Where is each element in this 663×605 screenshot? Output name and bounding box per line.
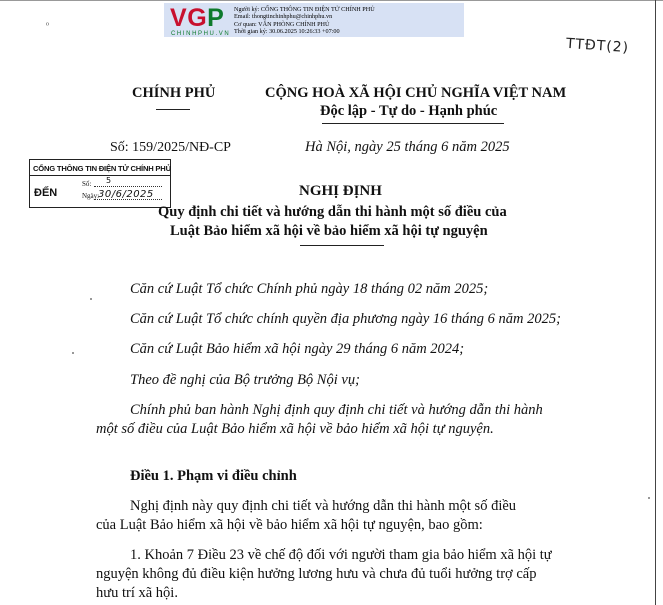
national-motto: Độc lập - Tự do - Hạnh phúc <box>320 103 498 119</box>
article-1-intro-line1: Nghị định này quy định chi tiết và hướng dẫn thi hành một số điều <box>130 498 517 514</box>
received-stamp <box>29 159 171 208</box>
legal-basis-2: Căn cứ Luật Tổ chức chính quyền địa phương ngày 16 tháng 6 năm 2025; <box>130 311 561 327</box>
received-stamp-number-label: Số: <box>82 180 92 188</box>
signature-signer: Người ký: CỔNG THÔNG TIN ĐIỆN TỬ CHÍNH PHỦ <box>234 6 375 13</box>
signature-agency: Cơ quan: VĂN PHÒNG CHÍNH PHỦ <box>234 20 330 28</box>
received-stamp-date-dotline <box>94 199 162 200</box>
legal-basis-3: Căn cứ Luật Bảo hiểm xã hội ngày 29 tháng 6 năm 2024; <box>130 341 465 357</box>
motto-underline <box>322 123 504 124</box>
agency-underline <box>156 109 190 110</box>
received-stamp-divider <box>30 175 170 176</box>
document-subject-line2: Luật Bảo hiểm xã hội về bảo hiểm xã hội tự nguyện <box>170 223 488 239</box>
vgp-logo-subtitle: CHINHPHU.VN <box>171 31 231 37</box>
received-stamp-title: CỔNG THÔNG TIN ĐIỆN TỬ CHÍNH PHỦ <box>33 164 171 173</box>
handwritten-note: TTĐT(2) <box>565 35 630 57</box>
place-and-date: Hà Nội, ngày 25 tháng 6 năm 2025 <box>305 139 510 155</box>
received-stamp-den-label: ĐẾN <box>34 187 58 199</box>
national-title: CỘNG HOÀ XÃ HỘI CHỦ NGHĨA VIỆT NAM <box>265 85 567 101</box>
enactment-line2: một số điều của Luật Bảo hiểm xã hội về bảo hiểm xã hội tự nguyện. <box>96 421 494 437</box>
signature-time: Thời gian ký: 30.06.2025 10:26:33 +07:00 <box>234 28 340 36</box>
enactment-line1: Chính phủ ban hành Nghị định quy định chi tiết và hướng dẫn thi hành <box>130 402 543 418</box>
article-1-item1-line3: hưu trí xã hội. <box>96 585 178 601</box>
article-1-intro-line2: của Luật Bảo hiểm xã hội về bảo hiểm xã hội tự nguyện, bao gồm: <box>96 517 483 533</box>
document-type: NGHỊ ĐỊNH <box>299 183 382 199</box>
scan-speck <box>648 497 650 499</box>
scan-speck <box>72 352 74 354</box>
article-1-item1-line1: 1. Khoản 7 Điều 23 về chế độ đối với người tham gia bảo hiểm xã hội tự <box>130 547 552 563</box>
document-number: Số: 159/2025/NĐ-CP <box>110 140 231 155</box>
signature-email: Email: thongtinchinhphu@chinhphu.vn <box>234 13 333 21</box>
received-stamp-date-label: Ngày: <box>82 192 100 200</box>
received-stamp-number-value: 5 <box>106 176 112 185</box>
page-right-border <box>655 0 656 605</box>
scan-mark: ᵒ <box>46 20 49 31</box>
received-stamp-number-dotline <box>94 186 162 187</box>
document-subject-line1: Quy định chi tiết và hướng dẫn thi hành một số điều của <box>158 204 507 220</box>
page-top-border <box>0 0 663 1</box>
signature-details <box>234 6 375 36</box>
vgp-logo: VGP <box>170 4 225 32</box>
article-1-title: Điều 1. Phạm vi điều chỉnh <box>130 468 297 484</box>
digital-signature-stamp <box>164 3 464 37</box>
article-1-item1-line2: nguyện không đủ điều kiện hưởng lương hưu và chưa đủ tuổi hưởng trợ cấp <box>96 566 537 582</box>
received-stamp-date-value: 30/6/2025 <box>98 189 154 200</box>
legal-basis-1: Căn cứ Luật Tổ chức Chính phủ ngày 18 tháng 02 năm 2025; <box>130 281 489 297</box>
subject-underline <box>300 245 384 246</box>
issuing-agency: CHÍNH PHỦ <box>132 85 216 101</box>
scan-speck <box>90 298 92 300</box>
legal-basis-4: Theo đề nghị của Bộ trưởng Bộ Nội vụ; <box>130 372 360 388</box>
